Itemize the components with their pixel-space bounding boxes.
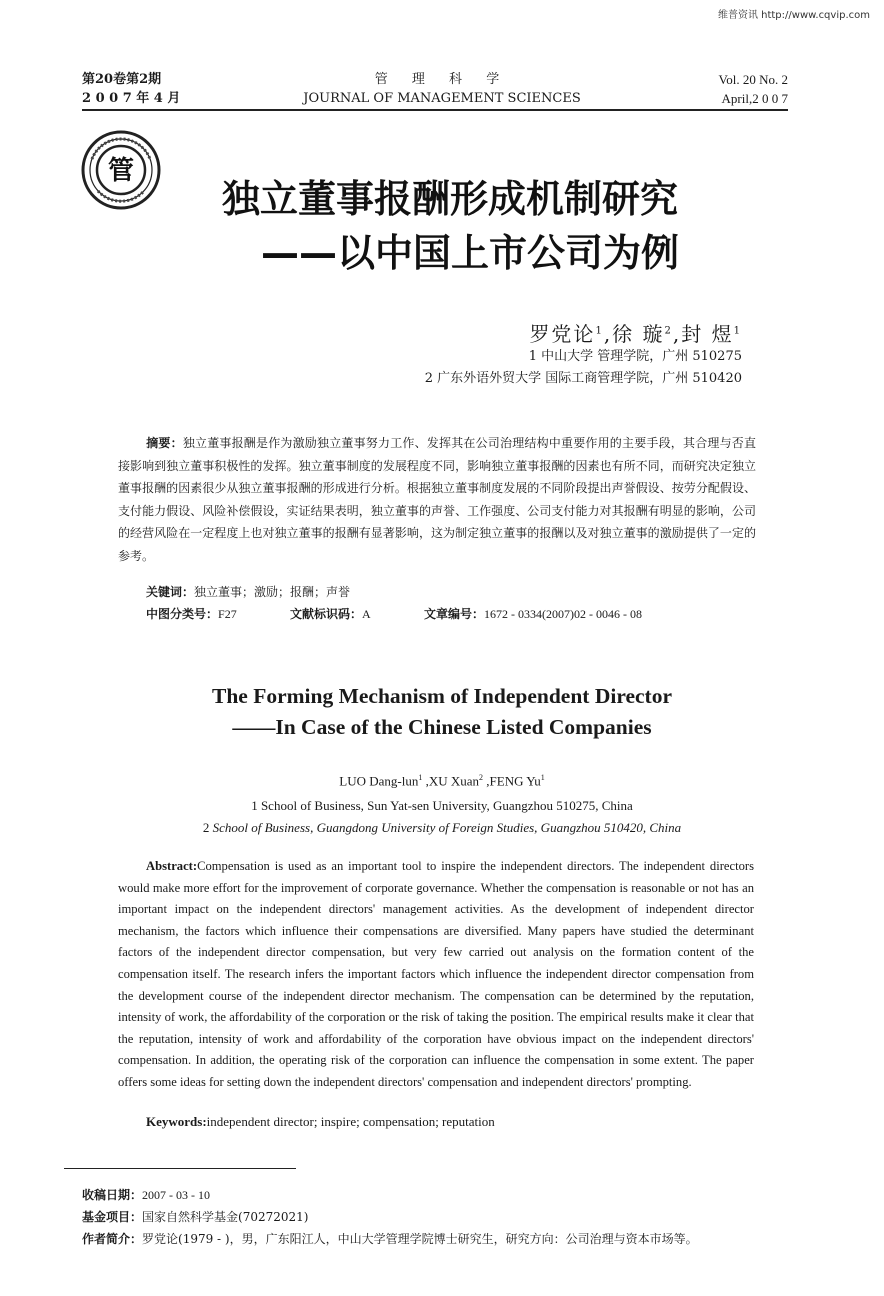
- abstract-label-en: Abstract:: [146, 859, 198, 873]
- affiliation-2-en: 2 School of Business, Guangdong University of Foreign Studies, Guangzhou 510420, China: [202, 820, 682, 835]
- author-2-en: XU Xuan: [428, 773, 480, 789]
- author-3-en: FENG Yu: [489, 773, 541, 789]
- affiliation-1-en: 1 School of Business, Sun Yat-sen University, Guangzhou 510275, China: [251, 798, 633, 813]
- affiliation-2-cn: 2 广东外语外贸大学 国际工商管理学院，广州 510420: [424, 371, 742, 386]
- author-1-cn: 罗党论: [529, 322, 596, 346]
- authors-en: LUO Dang-lun$^1$ ,XU Xuan$^2$ ,FENG Yu$^1$: [339, 773, 545, 789]
- keywords-cn: 关键词：独立董事；激励；报酬；声誉: [146, 585, 351, 599]
- abstract-cn: [118, 432, 756, 567]
- author-1-en: LUO Dang-lun: [339, 773, 419, 789]
- article-title-cn: [150, 172, 750, 280]
- header-volume-cn: [82, 70, 180, 108]
- affiliations-cn: [425, 346, 742, 390]
- title-main-en: The Forming Mechanism of Independent Director: [211, 684, 673, 708]
- author-3-cn: 封 煜: [681, 322, 734, 346]
- footnote-divider: [64, 1168, 296, 1169]
- date-en: April,2 0 0 7: [721, 91, 788, 106]
- document-code: 文献标识码：A: [290, 607, 371, 621]
- volume-cn: 第20卷第2期: [82, 72, 162, 87]
- journal-name-cn: 管 理 科 学: [374, 72, 510, 87]
- keywords-text-en: independent director; inspire; compensation; reputation: [206, 1114, 495, 1129]
- abstract-label-cn: 摘要：: [146, 436, 183, 450]
- header-journal: [300, 70, 584, 108]
- footnotes: [82, 1184, 698, 1250]
- received-date: 收稿日期：2007 - 03 - 10: [82, 1188, 211, 1202]
- author-2-cn: 徐 璇: [612, 322, 665, 346]
- title-sub-en: ——In Case of the Chinese Listed Companies: [232, 715, 652, 739]
- keywords-text-cn: 独立董事；激励；报酬；声誉: [194, 585, 351, 599]
- date-cn: 2 0 0 7 年 4 月: [82, 91, 181, 106]
- abstract-text-en: Compensation is used as an important tool to inspire the independent directors. The independent directors would make more effort for the improvement of corporate governance. Whether the compensation is reasonable or not has an important impact on the independent directors' management activities. As the development of independent director mechanism, the factors which influence their compensations are diversified. Many papers have studied the determinant factors of the independent director compensation, but very few carried out analysis on the formation content of the compensation itself. The research infers the important factors which influence the independent director compensation from the development course of the independent director mechanism. The compensation can be determined by the reputation, intensity of work, the affordability of the corporation or the risk of taking the position. The empirical results make it clear that the reputation, intensity of work and affordability of the corporation have obvious impact on the independent directors' compensation. In addition, the operating risk of the corporation can influence the compensation in some extent. The paper offers some ideas for setting down the independent directors' compensation and independent directors' prompting.: [118, 859, 754, 1089]
- affiliation-1-cn: 1 中山大学 管理学院，广州 510275: [528, 349, 742, 364]
- abstract-en: [118, 856, 754, 1094]
- watermark: 维普资讯 http://www.cqvip.com: [717, 10, 870, 21]
- header-volume-en: [719, 70, 788, 108]
- author-bio: 作者简介：罗党论(1979 - )，男，广东阳江人，中山大学管理学院博士研究生，研究方向：公司治理与资本市场等。: [82, 1232, 698, 1246]
- header-divider: [82, 109, 788, 111]
- keywords-en: Keywords:independent director; inspire; compensation; reputation: [146, 1114, 495, 1129]
- article-number: 文章编号：1672 - 0334(2007)02 - 0046 - 08: [424, 607, 642, 621]
- journal-name-en: JOURNAL OF MANAGEMENT SCIENCES: [303, 91, 581, 106]
- title-sub-cn: ——以中国上市公司为例: [260, 231, 679, 275]
- volume-en: Vol. 20 No. 2: [718, 72, 788, 87]
- fund-project: 基金项目：国家自然科学基金(70272021): [82, 1210, 309, 1224]
- authors-cn: 罗党论$^1$,徐 璇$^2$,封 煜$^1$: [529, 322, 742, 346]
- title-main-cn: 独立董事报酬形成机制研究: [221, 177, 678, 221]
- affiliations-en: [100, 795, 784, 839]
- clc-number: 中图分类号：F27: [146, 607, 237, 621]
- abstract-text-cn: 独立董事报酬是作为激励独立董事努力工作、发挥其在公司治理结构中重要作用的主要手段，其合理与否直接影响到独立董事积极性的发挥。独立董事制度的发展程度不同，影响独立董事报酬的因素也有所不同，而研究决定独立董事报酬的因素很少从独立董事报酬的形成进行分析。根据独立董事制度发展的不同阶段提出声誉假设、按劳分配假设、支付能力假设、风险补偿假设，实证结果表明，独立董事的声誉、工作强度、公司支付能力对其报酬有明显的影响，公司的经营风险在一定程度上也对独立董事的报酬有显著影响，这为制定独立董事的报酬以及对独立董事的激励提供了一定的参考。: [118, 436, 756, 563]
- article-title-en: [100, 681, 784, 743]
- svg-text:管: 管: [107, 156, 135, 186]
